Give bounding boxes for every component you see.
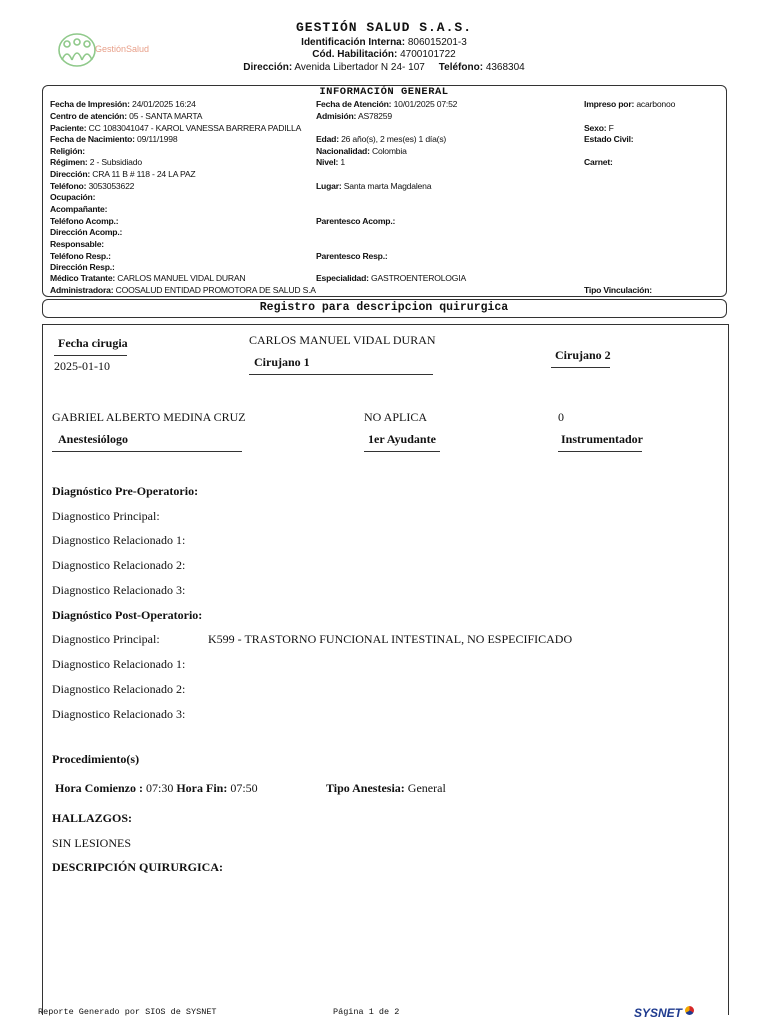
pre-op-rel3: Diagnostico Relacionado 3: — [52, 583, 186, 597]
medico-tratante: Médico Tratante: CARLOS MANUEL VIDAL DURAN — [50, 273, 246, 283]
edad: Edad: 26 año(s), 2 mes(es) 1 día(s) — [316, 134, 447, 144]
acompanante: Acompañante: — [50, 204, 108, 214]
hallazgos-title: HALLAZGOS: — [52, 811, 133, 825]
hallazgos-value: SIN LESIONES — [52, 836, 132, 850]
cirujano2-rule — [551, 367, 610, 368]
tipo-anestesia — [326, 781, 446, 796]
header-id-line — [0, 37, 768, 48]
header-address-line — [0, 62, 768, 73]
pre-op-principal: Diagnostico Principal: — [52, 509, 160, 523]
post-op-principal-value: K599 - TRASTORNO FUNCIONAL INTESTINAL, NO ESPECIFICADO — [208, 632, 573, 646]
procedimiento-title: Procedimiento(s) — [52, 752, 140, 766]
id-value: 806015201-3 — [407, 37, 467, 48]
post-op-rel2: Diagnostico Relacionado 2: — [52, 682, 186, 696]
dir-label: Dirección: — [243, 62, 293, 73]
cirujano1-rule — [249, 374, 433, 375]
anestesiologo-rule — [52, 451, 242, 452]
impreso-por: Impreso por: acarbonoo — [584, 99, 676, 109]
pre-op-rel2: Diagnostico Relacionado 2: — [52, 558, 186, 572]
parentesco-acomp: Parentesco Acomp.: — [316, 216, 396, 226]
fecha-atencion: Fecha de Atención: 10/01/2025 07:52 — [316, 99, 458, 109]
carnet: Carnet: — [584, 157, 613, 167]
hab-value: 4700101722 — [400, 49, 456, 60]
instrumentador-label: Instrumentador — [561, 432, 644, 446]
general-info-title: INFORMACIÓN GENERAL — [319, 86, 449, 98]
horas-line — [55, 781, 258, 796]
hab-label: Cód. Habilitación: — [312, 49, 398, 60]
parentesco-resp: Parentesco Resp.: — [316, 251, 388, 261]
admision: Admisión: AS78259 — [316, 111, 392, 121]
telefono: Teléfono: 3053053622 — [50, 181, 135, 191]
pre-op-title: Diagnóstico Pre-Operatorio: — [52, 484, 199, 498]
tipo-anestesia-label: Tipo Anestesia: — [326, 781, 405, 795]
hora-fin-value: 07:50 — [230, 781, 258, 795]
footer-page: Página 1 de 2 — [333, 1007, 400, 1017]
telefono-resp: Teléfono Resp.: — [50, 251, 111, 261]
post-op-principal: Diagnostico Principal: — [52, 632, 160, 646]
telefono-acomp: Teléfono Acomp.: — [50, 216, 119, 226]
tipo-vinculacion: Tipo Vinculación: — [584, 285, 652, 295]
tel-label: Teléfono: — [438, 62, 484, 73]
pre-op-rel1: Diagnostico Relacionado 1: — [52, 533, 186, 547]
fecha-cirugia-label: Fecha cirugia — [58, 336, 128, 350]
direccion-resp: Dirección Resp.: — [50, 262, 115, 272]
responsable: Responsable: — [50, 239, 104, 249]
lugar: Lugar: Santa marta Magdalena — [316, 181, 432, 191]
nivel: Nivel: 1 — [316, 157, 345, 167]
post-op-rel3: Diagnostico Relacionado 3: — [52, 707, 186, 721]
hora-fin-label: Hora Fin: — [176, 781, 228, 795]
administradora: Administradora: COOSALUD ENTIDAD PROMOTORA DE SALUD S.A — [50, 285, 316, 295]
ayudante-label: 1er Ayudante — [368, 432, 436, 446]
sysnet-mark-icon — [685, 1006, 694, 1015]
estado-civil: Estado Civil: — [584, 134, 634, 144]
anestesiologo-name: GABRIEL ALBERTO MEDINA CRUZ — [52, 410, 246, 424]
tipo-anestesia-value: General — [407, 781, 446, 795]
sysnet-logo: SYSNET — [634, 1006, 694, 1020]
centro-atencion: Centro de atención: 05 - SANTA MARTA — [50, 111, 203, 121]
fecha-cirugia-rule — [54, 355, 127, 356]
sexo: Sexo: F — [584, 123, 614, 133]
tel-value: 4368304 — [485, 62, 525, 73]
cirujano2-label: Cirujano 2 — [555, 348, 611, 362]
ocupacion: Ocupación: — [50, 192, 96, 202]
company-name: GESTIÓN SALUD S.A.S. — [295, 20, 473, 35]
header-hab-line — [0, 49, 768, 60]
registro-title: Registro para descripcion quirurgica — [259, 301, 509, 314]
religion: Religión: — [50, 146, 85, 156]
paciente: Paciente: CC 1083041047 - KAROL VANESSA BARRERA PADILLA — [50, 123, 302, 133]
ayudante-name: NO APLICA — [364, 410, 428, 424]
anestesiologo-label: Anestesiólogo — [58, 432, 128, 446]
post-op-title: Diagnóstico Post-Operatorio: — [52, 608, 203, 622]
dir-value: Avenida Libertador N 24- 107 — [294, 62, 425, 73]
nacionalidad: Nacionalidad: Colombia — [316, 146, 407, 156]
logo-text: GestiónSalud — [95, 44, 150, 54]
ayudante-rule — [364, 451, 440, 452]
regimen: Régimen: 2 - Subsidiado — [50, 157, 142, 167]
fecha-cirugia-value: 2025-01-10 — [54, 359, 110, 373]
hora-comienzo-value: 07:30 — [145, 781, 174, 795]
fecha-nacimiento: Fecha de Nacimiento: 09/11/1998 — [50, 134, 178, 144]
especialidad: Especialidad: GASTROENTEROLOGIA — [316, 273, 466, 283]
footer-generated: Reporte Generado por SIOS de SYSNET — [38, 1007, 217, 1017]
fecha-impresion: Fecha de Impresión: 24/01/2025 16:24 — [50, 99, 196, 109]
cirujano1-label: Cirujano 1 — [254, 355, 310, 369]
post-op-rel1: Diagnostico Relacionado 1: — [52, 657, 186, 671]
direccion-acomp: Dirección Acomp.: — [50, 227, 123, 237]
hora-comienzo-label: Hora Comienzo : — [55, 781, 143, 795]
descripcion-title: DESCRIPCIÓN QUIRURGICA: — [52, 860, 224, 874]
id-label: Identificación Interna: — [301, 37, 406, 48]
instrumentador-name: 0 — [558, 410, 564, 424]
direccion: Dirección: CRA 11 B # 118 - 24 LA PAZ — [50, 169, 196, 179]
cirujano1-name: CARLOS MANUEL VIDAL DURAN — [249, 333, 436, 347]
instrumentador-rule — [558, 451, 642, 452]
